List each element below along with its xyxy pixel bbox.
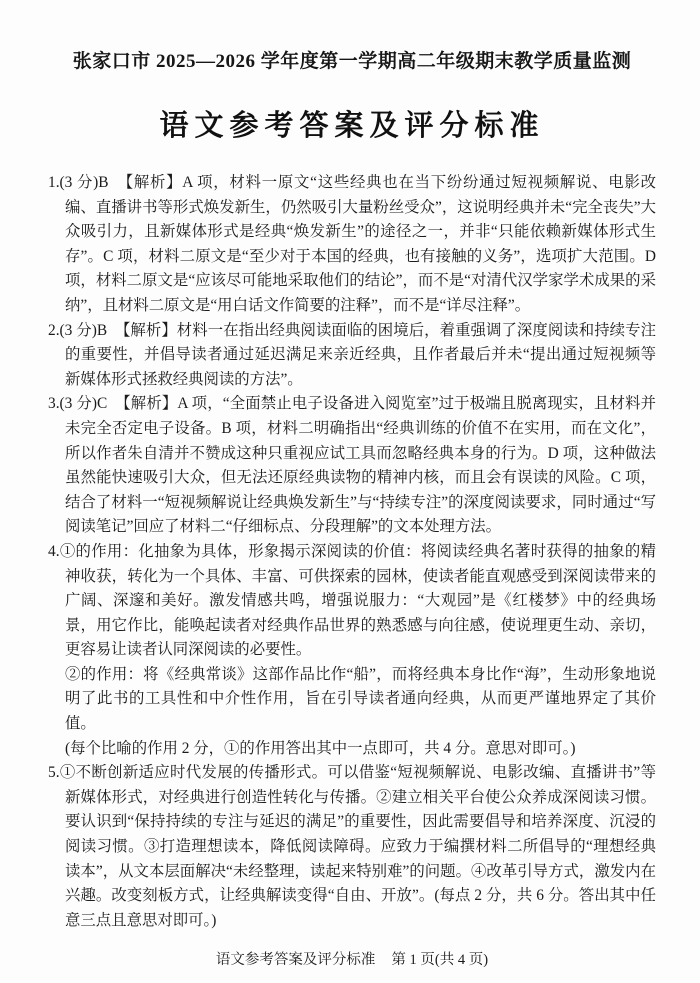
answer-item-5 xyxy=(48,761,656,933)
answer-1-paragraph: 1.(3 分)B 【解析】A 项，材料一原文“这些经典也在当下纷纷通过短视频解说、电影改编、直播讲书等形式焕发新生，仍然吸引大量粉丝受众”，这说明经典并未“完全丧失”大众吸引力，且新媒体形式是经典“焕发新生”的途径之一，并非“只能依赖新媒体形式生存”。C 项，材料二原文是“至少对于本国的经典，也有接触的义务”，选项扩大范围。D 项，材料二原文是“应该尽可能地采取他们的结论”，而不是“对清代汉学家学术成果的采纳”，且材料二原文是“用白话文作简要的注释”，而不是“详尽注释”。 xyxy=(48,174,656,314)
exam-header: 张家口市 2025—2026 学年度第一学期高二年级期末教学质量监测 xyxy=(72,51,632,72)
document-title: 语文参考答案及评分标准 xyxy=(159,110,545,142)
answer-4-paragraph-1: 4.①的作用：化抽象为具体，形象揭示深阅读的价值：将阅读经典名著时获得的抽象的精神收获，转化为一个具体、丰富、可供探索的园林，使读者能直观感受到深阅读带来的广阔、深邃和美好。激发情感共鸣，增强说服力：“大观园”是《红楼梦》中的经典场景，用它作比，能唤起读者对经典作品世界的熟悉感与向往感，使说理更生动、亲切，更容易让读者认同深阅读的必要性。 xyxy=(48,542,656,659)
footer-doc-title: 语文参考答案及评分标准 xyxy=(215,952,376,969)
answer-2-paragraph: 2.(3 分)B 【解析】材料一在指出经典阅读面临的困境后，着重强调了深度阅读和持续专注的重要性，并倡导读者通过延迟满足来亲近经典，且作者最后并未“提出通过短视频等新媒体形式拯救经典阅读的方法”。 xyxy=(48,321,656,388)
answer-5-paragraph: 5.①不断创新适应时代发展的传播形式。可以借鉴“短视频解说、电影改编、直播讲书”等新媒体形式，对经典进行创造性转化与传播。②建立相关平台使公众养成深阅读习惯。要认识到“保持持续的专注与延迟的满足”的重要性，因此需要倡导和培养深度、沉浸的阅读习惯。③打造理想读本，降低阅读障碍。应致力于编撰材料二所倡导的“理想经典读本”，从文本层面解决“未经整理，读起来特别难”的问题。④改革引导方式，激发内在兴趣。改变刻板方式，让经典解读变得“自由、开放”。(每点 2 分，共 6 分。答出其中任意三点且意思对即可。) xyxy=(48,764,656,929)
answer-item-1 xyxy=(48,171,656,319)
answer-3-paragraph: 3.(3 分)C 【解析】A 项，“全面禁止电子设备进入阅览室”过于极端且脱离现实，且材料并未完全否定电子设备。B 项，材料二明确指出“经典训练的价值不在实用，而在文化”，所以作者朱自清并不赞成这种只重视应试工具而忽略经典本身的行为。D 项，这种做法虽然能快速吸引大众，但无法还原经典读物的精神内核，而且会有误读的风险。C 项，结合了材料一“短视频解说让经典焕发新生”与“持续专注”的深度阅读要求，同时通过“写阅读笔记”回应了材料二“仔细标点、分段理解”的文本处理方法。 xyxy=(48,395,656,536)
answer-item-3 xyxy=(48,392,656,540)
answer-item-4 xyxy=(48,540,656,761)
footer-page-number: 第 1 页(共 4 页) xyxy=(391,952,489,969)
answer-key-body xyxy=(48,171,656,933)
answer-item-2 xyxy=(48,319,656,393)
page-footer xyxy=(48,948,656,969)
answer-4-paragraph-2: ②的作用：将《经典常谈》这部作品比作“船”，而将经典本身比作“海”，生动形象地说明了此书的工具性和中介性作用，旨在引导读者通向经典，从而更严谨地界定了其价值。 xyxy=(65,665,656,733)
answer-4-scoring-note: (每个比喻的作用 2 分，①的作用答出其中一点即可，共 4 分。意思对即可。) xyxy=(65,739,576,757)
